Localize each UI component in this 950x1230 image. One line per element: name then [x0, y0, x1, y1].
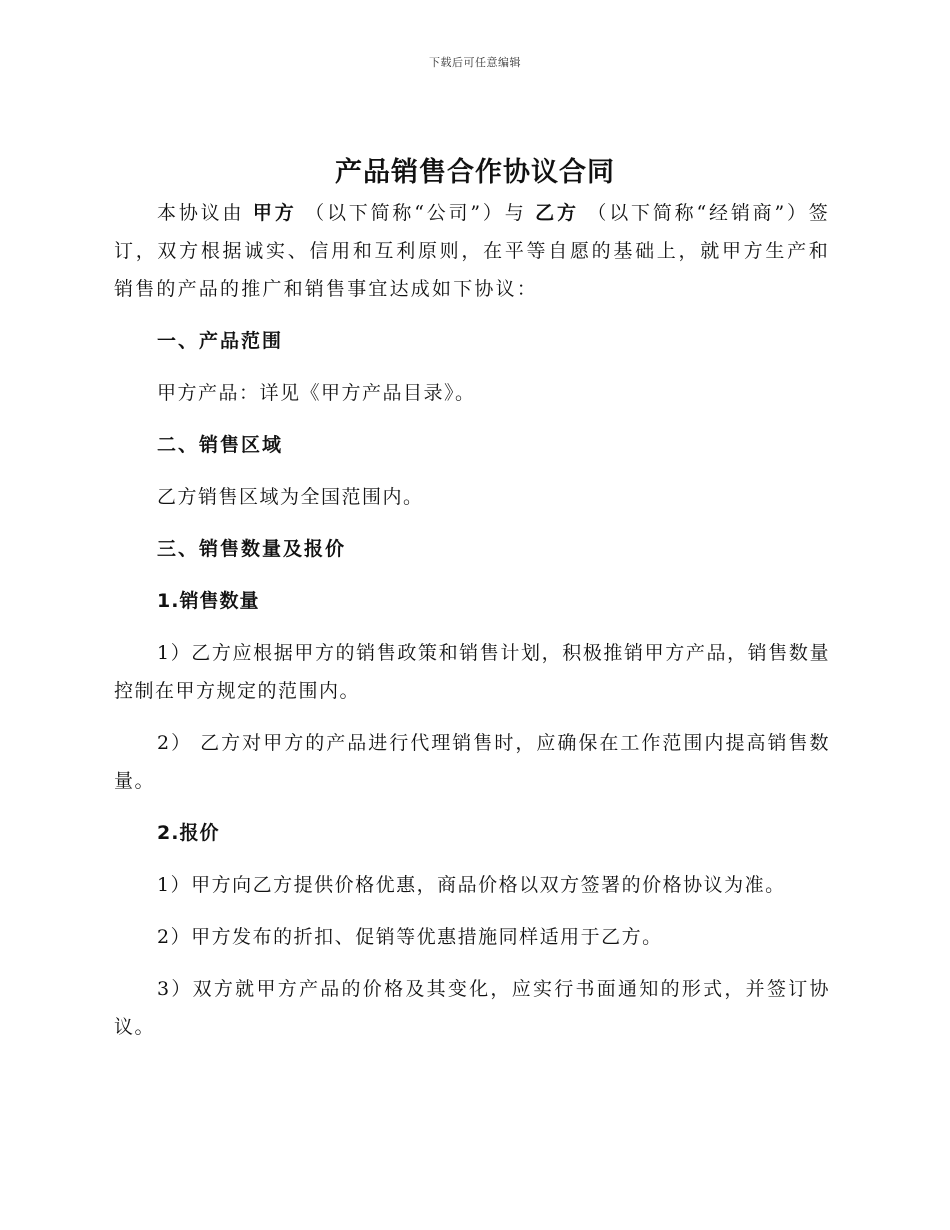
section-2-heading: 二、销售区域 [157, 434, 284, 456]
header-note: 下载后可任意编辑 [429, 56, 521, 69]
intro-text-1: 本协议由 [157, 202, 245, 224]
intro-text-3: （以下简称“经销商”）签订，双方根据诚实、信用和互利原则，在平等自愿的基础上，就甲方生产和销售的产品的推广和销售事宜达成如下协议： [114, 202, 830, 300]
party-a-label: 甲方 [252, 202, 297, 224]
section-3-2-heading: 2.报价 [157, 822, 220, 844]
section-3-1-heading: 1.销售数量 [157, 590, 260, 612]
document-body [114, 194, 830, 1060]
intro-paragraph [114, 194, 830, 308]
section-3-heading: 三、销售数量及报价 [157, 538, 347, 560]
section-1-text: 甲方产品：详见《甲方产品目录》。 [157, 382, 476, 404]
section-1-heading: 一、产品范围 [157, 330, 284, 352]
quotation-item-1: 1）甲方向乙方提供价格优惠，商品价格以双方签署的价格协议为准。 [157, 874, 786, 896]
quotation-item-2: 2）甲方发布的折扣、促销等优惠措施同样适用于乙方。 [157, 926, 663, 948]
intro-text-2: （以下简称“公司”）与 [304, 202, 527, 224]
sales-quantity-item-1: 1）乙方应根据甲方的销售政策和销售计划，积极推销甲方产品，销售数量控制在甲方规定的范围内。 [114, 642, 830, 702]
quotation-item-3: 3）双方就甲方产品的价格及其变化，应实行书面通知的形式，并签订协议。 [114, 978, 830, 1038]
section-2-text: 乙方销售区域为全国范围内。 [157, 486, 424, 508]
document-title: 产品销售合作协议合同 [335, 157, 615, 188]
party-b-label: 乙方 [534, 202, 579, 224]
sales-quantity-item-2: 2） 乙方对甲方的产品进行代理销售时，应确保在工作范围内提高销售数量。 [114, 732, 830, 792]
